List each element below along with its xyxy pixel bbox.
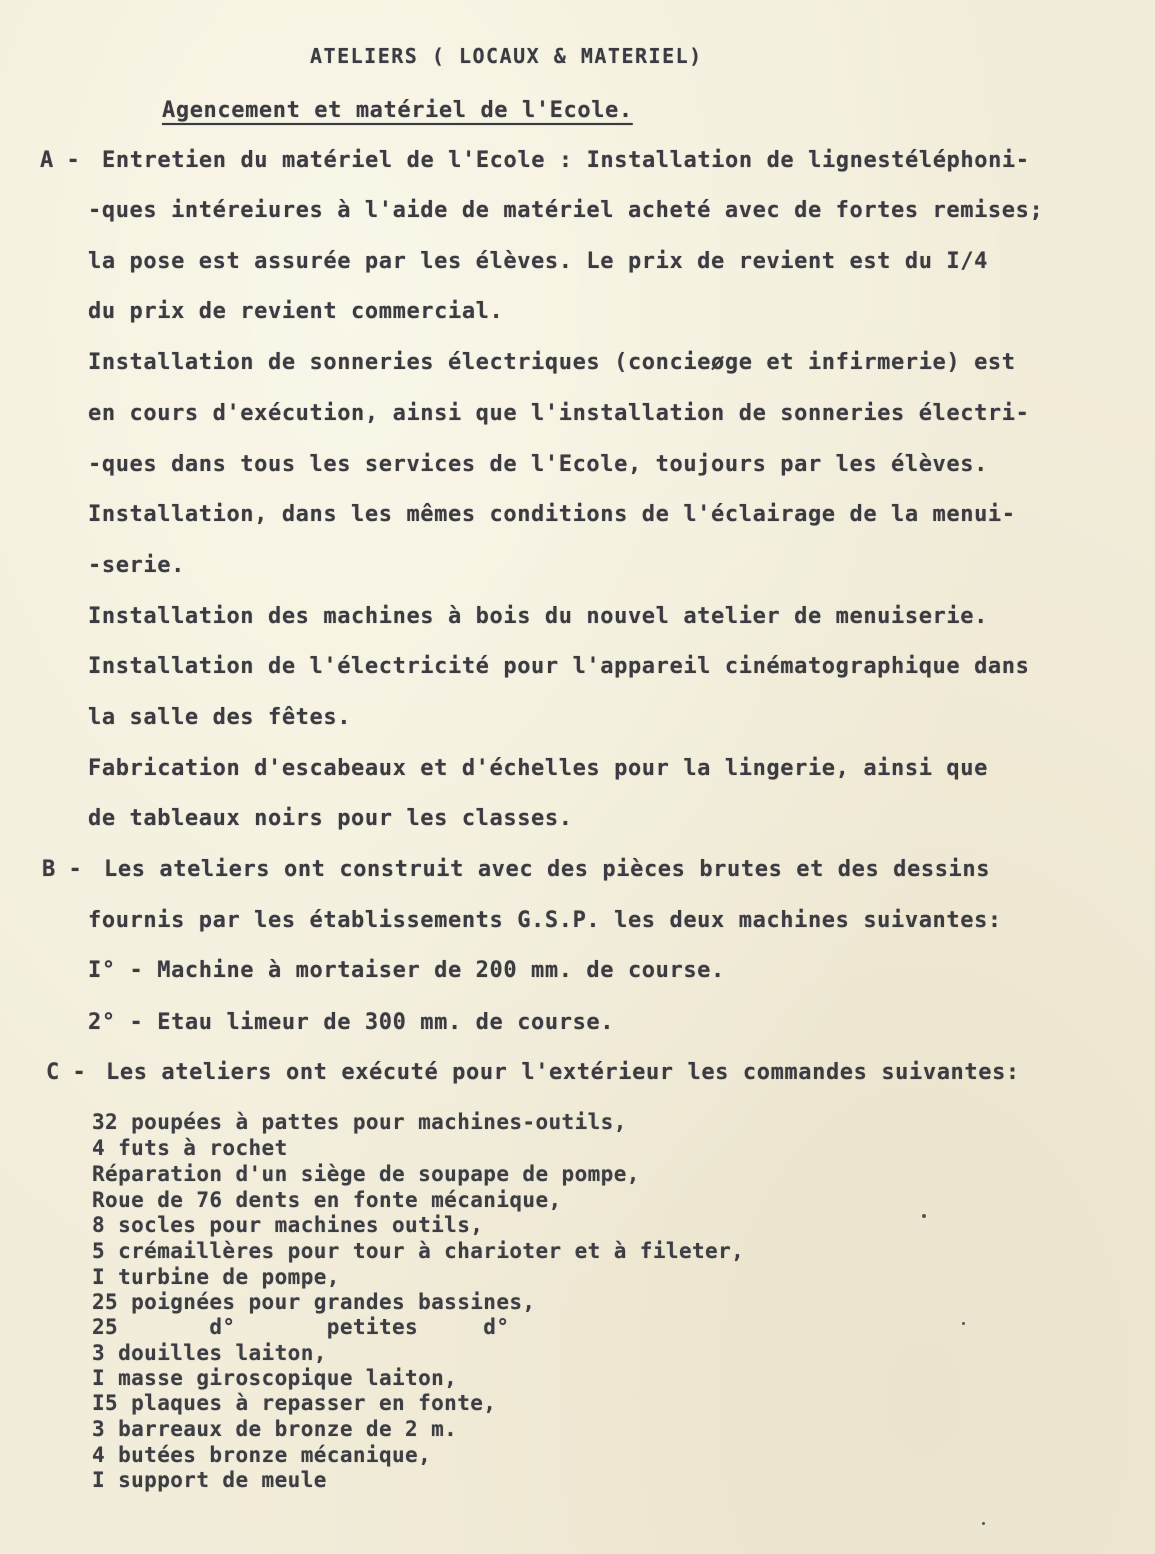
- section-b-line-2: fournis par les établissements G.S.P. les deux machines suivantes:: [88, 908, 1002, 933]
- order-item: 32 poupées à pattes pour machines-outils,: [92, 1110, 627, 1134]
- section-c-intro: Les ateliers ont exécuté pour l'extérieur les commandes suivantes:: [106, 1060, 1020, 1085]
- order-item: I masse giroscopique laiton,: [92, 1366, 458, 1390]
- section-a-line-12: la salle des fêtes.: [88, 705, 352, 730]
- order-item: 8 socles pour machines outils,: [92, 1213, 484, 1237]
- order-item: 25 poignées pour grandes bassines,: [92, 1290, 536, 1314]
- section-b-line-4: 2° - Etau limeur de 300 mm. de course.: [88, 1010, 615, 1035]
- section-a-line-13: Fabrication d'escabeaux et d'échelles pour la lingerie, ainsi que: [88, 756, 988, 781]
- section-b-marker: B -: [42, 857, 82, 882]
- section-a-line-5: Installation de sonneries électriques (concieøge et infirmerie) est: [88, 350, 1016, 375]
- order-item: I support de meule: [92, 1468, 327, 1492]
- section-c-marker: C -: [46, 1060, 86, 1085]
- section-b-line-1: Les ateliers ont construit avec des pièces brutes et des dessins: [104, 857, 991, 882]
- section-a-line-6: en cours d'exécution, ainsi que l'installation de sonneries électri-: [88, 401, 1030, 426]
- order-item: Roue de 76 dents en fonte mécanique,: [92, 1188, 562, 1212]
- order-item: 4 butées bronze mécanique,: [92, 1443, 432, 1467]
- section-a-line-7: -ques dans tous les services de l'Ecole, toujours par les élèves.: [88, 452, 988, 477]
- section-a-line-3: la pose est assurée par les élèves. Le prix de revient est du I/4: [88, 249, 988, 274]
- document-subtitle: Agencement et matériel de l'Ecole.: [162, 98, 633, 123]
- order-item: 25 d° petites d°: [92, 1315, 510, 1339]
- section-a-marker: A -: [40, 148, 80, 173]
- ink-speck: [962, 1322, 965, 1325]
- order-item: 3 barreaux de bronze de 2 m.: [92, 1417, 458, 1441]
- order-item: 3 douilles laiton,: [92, 1341, 327, 1365]
- order-item: I turbine de pompe,: [92, 1265, 340, 1289]
- section-a-line-2: -ques intéreiures à l'aide de matériel acheté avec de fortes remises;: [88, 198, 1044, 223]
- order-item: 4 futs à rochet: [92, 1136, 288, 1160]
- document-title: ATELIERS ( LOCAUX & MATERIEL): [310, 44, 703, 68]
- ink-speck: [982, 1522, 985, 1525]
- order-item: I5 plaques à repasser en fonte,: [92, 1391, 497, 1415]
- section-a-line-14: de tableaux noirs pour les classes.: [88, 806, 573, 831]
- section-a-line-8: Installation, dans les mêmes conditions de l'éclairage de la menui-: [88, 502, 1016, 527]
- order-item: Réparation d'un siège de soupape de pompe,: [92, 1162, 640, 1186]
- section-a-line-10: Installation des machines à bois du nouvel atelier de menuiserie.: [88, 604, 988, 629]
- section-a-line-4: du prix de revient commercial.: [88, 299, 504, 324]
- section-a-line-1: Entretien du matériel de l'Ecole : Installation de lignestéléphoni-: [102, 148, 1030, 173]
- ink-speck: [922, 1214, 926, 1218]
- section-a-line-11: Installation de l'électricité pour l'appareil cinématographique dans: [88, 654, 1030, 679]
- section-a-line-9: -serie.: [88, 553, 185, 578]
- section-b-line-3: I° - Machine à mortaiser de 200 mm. de course.: [88, 958, 725, 983]
- order-item: 5 crémaillères pour tour à charioter et à fileter,: [92, 1239, 745, 1263]
